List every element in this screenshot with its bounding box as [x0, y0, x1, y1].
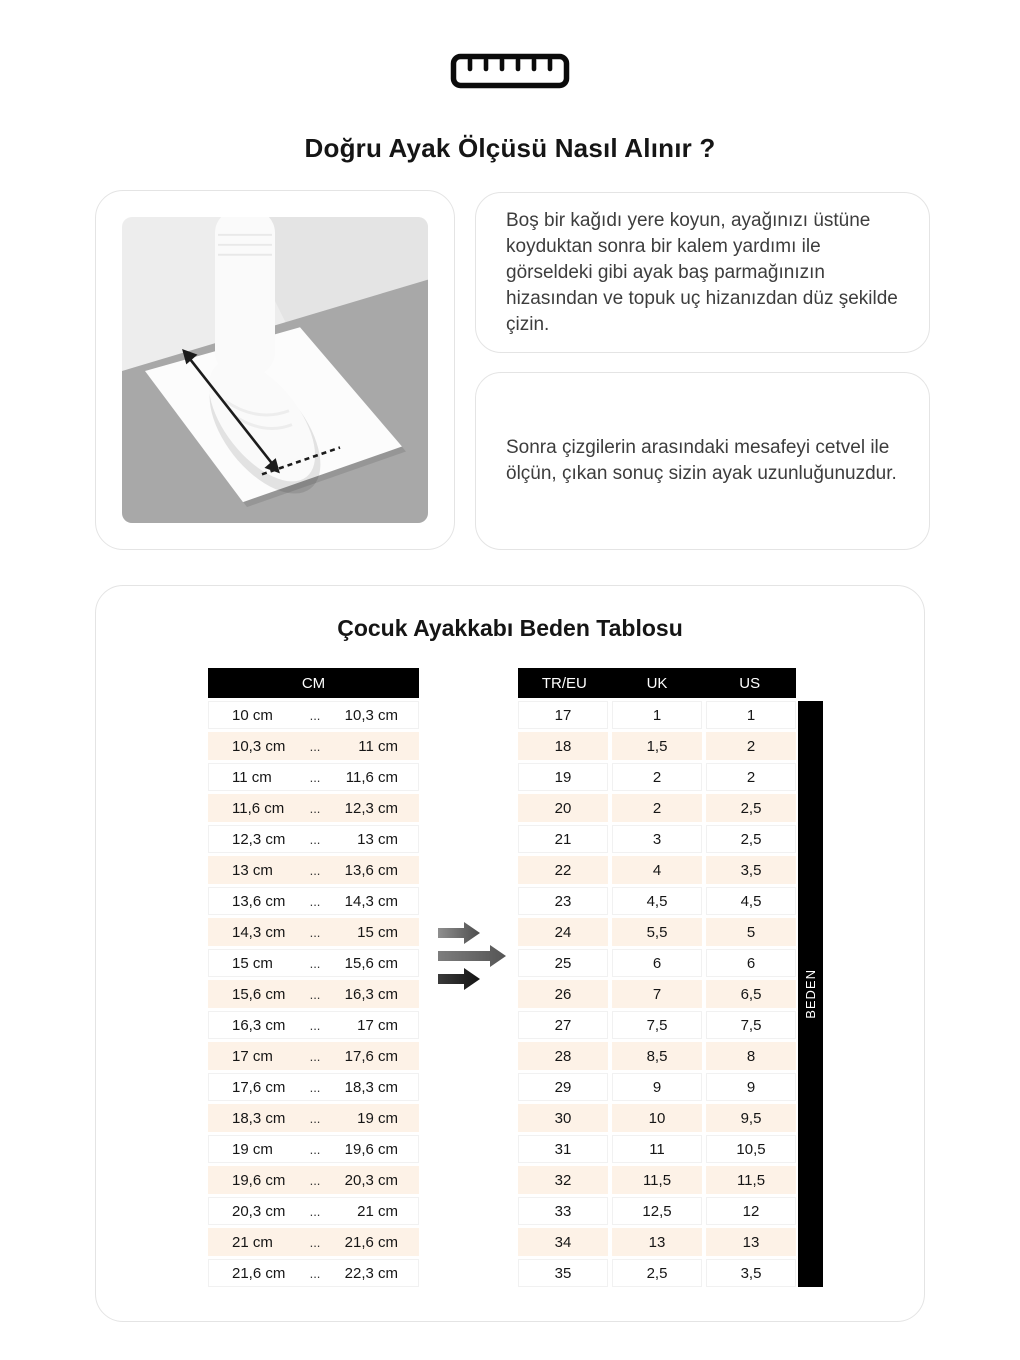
size-cell-treu: 28: [518, 1042, 608, 1070]
size-table-row: [518, 732, 796, 760]
cm-to-value: 22,3 cm: [344, 1264, 398, 1282]
transfer-arrows-icon: [436, 920, 508, 997]
cm-from-value: 20,3 cm: [232, 1202, 286, 1220]
cm-from-value: 21 cm: [232, 1233, 273, 1251]
cm-from-value: 17,6 cm: [232, 1078, 286, 1096]
cm-to-value: 11 cm: [358, 737, 398, 755]
cm-range-row: [208, 918, 419, 946]
cm-separator: ...: [309, 800, 321, 816]
size-table-row: [518, 763, 796, 791]
size-table-row: [518, 1073, 796, 1101]
cm-separator: ...: [309, 1234, 321, 1250]
size-cell-treu: 29: [518, 1073, 608, 1101]
size-table-row: [518, 856, 796, 884]
cm-separator: ...: [309, 986, 321, 1002]
cm-table-header: CM: [208, 668, 419, 698]
instruction-step-1-text: Boş bir kağıdı yere koyun, ayağınızı üstüne koyduktan sonra bir kalem yardımı ile görseldeki gibi ayak baş parmağınızın hizasından ve topuk uç hizanızdan düz şekilde çizin.: [506, 209, 898, 335]
size-cell-us: 7,5: [706, 1011, 796, 1039]
size-cell-treu: 20: [518, 794, 608, 822]
size-cell-us: 9,5: [706, 1104, 796, 1132]
size-cell-us: 8: [706, 1042, 796, 1070]
cm-separator: ...: [309, 893, 321, 909]
cm-range-row: [208, 794, 419, 822]
size-table-row: [518, 949, 796, 977]
cm-to-value: 19,6 cm: [344, 1140, 398, 1158]
cm-from-value: 14,3 cm: [232, 923, 286, 941]
cm-from-value: 10 cm: [232, 706, 273, 724]
size-cell-us: 10,5: [706, 1135, 796, 1163]
size-conversion-table: [518, 668, 796, 1290]
cm-from-value: 13,6 cm: [232, 892, 286, 910]
size-cell-treu: 21: [518, 825, 608, 853]
cm-to-value: 14,3 cm: [344, 892, 398, 910]
size-cell-us: 3,5: [706, 1259, 796, 1287]
size-cell-uk: 11: [612, 1135, 702, 1163]
cm-to-value: 13,6 cm: [344, 861, 398, 879]
size-cell-treu: 24: [518, 918, 608, 946]
size-cell-uk: 4,5: [612, 887, 702, 915]
cm-range-row: [208, 856, 419, 884]
cm-from-value: 12,3 cm: [232, 830, 286, 848]
size-table-row: [518, 980, 796, 1008]
cm-range-row: [208, 949, 419, 977]
size-table-row: [518, 1104, 796, 1132]
size-cell-uk: 5,5: [612, 918, 702, 946]
size-table-title: Çocuk Ayakkabı Beden Tablosu: [337, 615, 683, 641]
size-table-row: [518, 825, 796, 853]
size-col-treu: TR/EU: [541, 674, 587, 692]
cm-to-value: 15 cm: [357, 923, 398, 941]
size-table-row: [518, 1197, 796, 1225]
cm-separator: ...: [309, 924, 321, 940]
size-cell-us: 2,5: [706, 794, 796, 822]
instruction-step-1: [475, 192, 930, 353]
size-cell-treu: 32: [518, 1166, 608, 1194]
cm-from-value: 16,3 cm: [232, 1016, 286, 1034]
cm-range-row: [208, 1197, 419, 1225]
cm-from-value: 13 cm: [232, 861, 273, 879]
size-cell-uk: 11,5: [612, 1166, 702, 1194]
cm-to-value: 19 cm: [357, 1109, 398, 1127]
size-cell-uk: 9: [612, 1073, 702, 1101]
cm-separator: ...: [309, 1079, 321, 1095]
size-cell-treu: 22: [518, 856, 608, 884]
cm-from-value: 18,3 cm: [232, 1109, 286, 1127]
size-cell-us: 4,5: [706, 887, 796, 915]
size-cell-treu: 30: [518, 1104, 608, 1132]
size-table-row: [518, 1166, 796, 1194]
cm-separator: ...: [309, 738, 321, 754]
cm-range-row: [208, 980, 419, 1008]
cm-to-value: 21,6 cm: [344, 1233, 398, 1251]
cm-to-value: 10,3 cm: [344, 706, 398, 724]
cm-range-row: [208, 1011, 419, 1039]
size-cell-uk: 10: [612, 1104, 702, 1132]
size-cell-treu: 34: [518, 1228, 608, 1256]
size-table-row: [518, 1135, 796, 1163]
size-cell-uk: 2,5: [612, 1259, 702, 1287]
size-cell-us: 9: [706, 1073, 796, 1101]
size-cell-uk: 8,5: [612, 1042, 702, 1070]
size-cell-uk: 2: [612, 794, 702, 822]
size-col-us: US: [739, 674, 761, 692]
cm-range-row: [208, 1228, 419, 1256]
figure-card: [95, 190, 455, 550]
size-cell-uk: 7: [612, 980, 702, 1008]
size-cell-us: 5: [706, 918, 796, 946]
cm-from-value: 10,3 cm: [232, 737, 286, 755]
size-cell-treu: 35: [518, 1259, 608, 1287]
cm-separator: ...: [309, 1017, 321, 1033]
cm-to-value: 17 cm: [357, 1016, 398, 1034]
cm-separator: ...: [309, 707, 321, 723]
size-cell-us: 2: [706, 763, 796, 791]
size-table-row: [518, 887, 796, 915]
cm-separator: ...: [309, 1048, 321, 1064]
page-title: Doğru Ayak Ölçüsü Nasıl Alınır ?: [304, 133, 716, 164]
cm-to-value: 11,6 cm: [345, 768, 398, 786]
size-cell-treu: 25: [518, 949, 608, 977]
size-table-body: [518, 701, 796, 1287]
size-cell-treu: 26: [518, 980, 608, 1008]
size-cell-treu: 19: [518, 763, 608, 791]
cm-separator: ...: [309, 831, 321, 847]
beden-side-bar: [798, 701, 823, 1287]
size-table-row: [518, 1228, 796, 1256]
size-cell-us: 2: [706, 732, 796, 760]
cm-range-row: [208, 1042, 419, 1070]
size-cell-treu: 33: [518, 1197, 608, 1225]
cm-from-value: 15,6 cm: [232, 985, 286, 1003]
cm-from-value: 19,6 cm: [232, 1171, 286, 1189]
size-cell-uk: 6: [612, 949, 702, 977]
size-cell-us: 3,5: [706, 856, 796, 884]
cm-to-value: 20,3 cm: [344, 1171, 398, 1189]
size-cell-uk: 13: [612, 1228, 702, 1256]
size-cell-us: 13: [706, 1228, 796, 1256]
size-cell-uk: 1: [612, 701, 702, 729]
size-cell-uk: 2: [612, 763, 702, 791]
size-cell-treu: 27: [518, 1011, 608, 1039]
size-table-row: [518, 1259, 796, 1287]
size-table-row: [518, 1011, 796, 1039]
size-cell-us: 11,5: [706, 1166, 796, 1194]
size-table-row: [518, 918, 796, 946]
beden-side-label: BEDEN: [803, 969, 818, 1019]
cm-range-row: [208, 1259, 419, 1287]
cm-separator: ...: [309, 1265, 321, 1281]
size-table-row: [518, 701, 796, 729]
cm-to-value: 13 cm: [357, 830, 398, 848]
ruler-icon: [0, 53, 1020, 89]
size-cell-uk: 12,5: [612, 1197, 702, 1225]
cm-table-body: [208, 701, 419, 1287]
cm-range-row: [208, 1073, 419, 1101]
cm-from-value: 21,6 cm: [232, 1264, 286, 1282]
cm-from-value: 15 cm: [232, 954, 273, 972]
size-cell-treu: 23: [518, 887, 608, 915]
size-cell-us: 1: [706, 701, 796, 729]
size-cell-uk: 7,5: [612, 1011, 702, 1039]
cm-table: [208, 668, 419, 1290]
cm-to-value: 18,3 cm: [344, 1078, 398, 1096]
cm-to-value: 21 cm: [357, 1202, 398, 1220]
cm-to-value: 12,3 cm: [344, 799, 398, 817]
cm-separator: ...: [309, 1203, 321, 1219]
size-cell-us: 6,5: [706, 980, 796, 1008]
cm-separator: ...: [309, 769, 321, 785]
size-cell-uk: 1,5: [612, 732, 702, 760]
cm-range-row: [208, 825, 419, 853]
foot-measurement-photo: [122, 217, 428, 523]
size-table-row: [518, 794, 796, 822]
instruction-step-2: [475, 372, 930, 550]
instruction-step-2-text: Sonra çizgilerin arasındaki mesafeyi cetvel ile ölçün, çıkan sonuç sizin ayak uzunluğunuzdur.: [506, 437, 897, 484]
cm-to-value: 16,3 cm: [344, 985, 398, 1003]
size-cell-uk: 3: [612, 825, 702, 853]
size-table-row: [518, 1042, 796, 1070]
size-cell-uk: 4: [612, 856, 702, 884]
cm-to-value: 17,6 cm: [344, 1047, 398, 1065]
cm-from-value: 17 cm: [232, 1047, 273, 1065]
cm-range-row: [208, 732, 419, 760]
size-cell-treu: 31: [518, 1135, 608, 1163]
cm-range-row: [208, 887, 419, 915]
cm-range-row: [208, 763, 419, 791]
cm-from-value: 11 cm: [232, 768, 272, 786]
size-cell-treu: 18: [518, 732, 608, 760]
cm-separator: ...: [309, 1172, 321, 1188]
cm-range-row: [208, 1104, 419, 1132]
cm-to-value: 15,6 cm: [344, 954, 398, 972]
cm-separator: ...: [309, 955, 321, 971]
cm-separator: ...: [309, 1110, 321, 1126]
cm-range-row: [208, 1166, 419, 1194]
cm-from-value: 11,6 cm: [232, 799, 285, 817]
size-col-uk: UK: [646, 674, 668, 692]
size-cell-us: 2,5: [706, 825, 796, 853]
cm-range-row: [208, 1135, 419, 1163]
size-table-card: [95, 585, 925, 1322]
cm-from-value: 19 cm: [232, 1140, 273, 1158]
cm-separator: ...: [309, 1141, 321, 1157]
cm-separator: ...: [309, 862, 321, 878]
size-cell-treu: 17: [518, 701, 608, 729]
size-table-header-row: [518, 668, 796, 698]
size-cell-us: 12: [706, 1197, 796, 1225]
size-cell-us: 6: [706, 949, 796, 977]
cm-range-row: [208, 701, 419, 729]
